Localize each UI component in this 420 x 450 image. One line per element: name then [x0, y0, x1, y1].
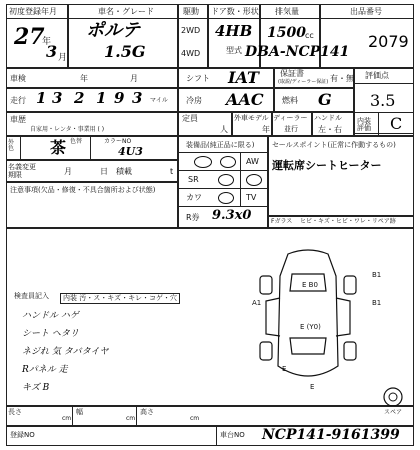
inspector-options: 内装 汚・ス・キズ・キレ・コゲ・穴: [60, 293, 180, 304]
damage-mark: E: [310, 383, 315, 391]
lot-value: 2079: [368, 32, 409, 51]
drive-4wd: 4WD: [181, 49, 201, 58]
inspection-label: 車検: [10, 74, 26, 83]
month-unit: 月: [58, 53, 68, 63]
displacement-unit: cc: [305, 31, 314, 40]
color-no-label: カラーNO: [104, 138, 132, 145]
mileage-unit: マイル: [150, 97, 168, 104]
displacement-label: 排気量: [275, 7, 299, 16]
drive-label: 駆動: [183, 7, 199, 16]
ac-value: AAC: [226, 90, 264, 109]
model-year-label: 外車モデル: [234, 114, 269, 122]
mileage-label: 走行: [10, 96, 26, 105]
equipment-label: 装備品(純正品に限る): [186, 141, 255, 149]
auction-sheet: 初度登録年月 車名・グレード 駆動 ドア数・形状 排気量 出品番号 27 年 3 月 ポルテ 1.5G 2WD 4WD 4HB 1500 cc 型式 DBA-NCP141 2079 車検 年 月 シフト IAT 保証書 (取説/ディーラー保証) 有・無 評価点 3.5 走行 1 3 2 1 9 3 マイル 冷房 AAC 燃料 G 車歴 自家用・レンタ・事業用 ( ) 定員 人 外車モデル 年 ディーラー 並行 ハンドル 左・右 内装評価 C 外色 茶 色替 カラーNO 4U3 名義変更期限 月 日 積載 t 装備品(純正品に限る) AW SR カワ TV R券 9.3x0 セールスポイント(正常に作動するもの) 運転席シートヒーター 注意事項(欠品・修復・不具合箇所および状態) Fガラス ヒビ・キズ・ヒビ・ワレ・リペア跡 検査員記入 内装 汚・ス・キズ・キレ・コゲ・穴 ハンドル ハゲ シート ヘタリ ネジれ 気 タバタイヤ Rパネル 走 キズ B E B0 E (Y0) E E B1 B1 A1 スペア 長さ cm 幅 cm 高さ cm 登録NO 車台NO NCP141-9161399: [0, 0, 420, 450]
exterior-color-label: 外色: [8, 139, 15, 152]
name-grade-label: 車名・グレード: [98, 7, 154, 16]
first-reg-label: 初度登録年月: [9, 7, 57, 16]
warranty-sub: (取説/ディーラー保証): [278, 79, 329, 85]
spare-tire-icon: [382, 386, 404, 408]
drive-2wd: 2WD: [181, 26, 201, 35]
spare-label: スペア: [384, 409, 403, 416]
equipment-circle: [194, 156, 212, 168]
reg-no-label: 登録NO: [10, 431, 35, 439]
equipment-circle: [218, 192, 234, 204]
damage-mark: E B0: [302, 281, 318, 289]
dealer-label: ディーラー: [273, 114, 308, 122]
score-label: 評価点: [365, 71, 389, 80]
fuel-value: G: [318, 90, 332, 109]
damage-mark: E: [282, 365, 287, 373]
car-name: ポルテ: [86, 20, 140, 41]
history-label: 車歴: [10, 115, 26, 124]
interior-value: C: [390, 114, 403, 133]
year-unit: 年: [42, 37, 52, 47]
model-value: DBA-NCP141: [245, 44, 350, 60]
displacement-value: 1500: [267, 25, 306, 41]
plate-label: 名義変更期限: [8, 163, 36, 179]
shift-label: シフト: [186, 74, 210, 83]
grade: 1.5G: [104, 42, 146, 61]
chassis-value: NCP141-9161399: [262, 427, 400, 443]
lot-label: 出品番号: [350, 7, 382, 16]
sales-point-label: セールスポイント(正常に作動するもの): [272, 141, 396, 149]
car-diagram: [248, 246, 368, 396]
equipment-circle: [220, 156, 236, 168]
damage-mark: E (Y0): [300, 323, 321, 331]
warranty-options: 有・無: [330, 74, 354, 83]
doors-value: 4HB: [215, 22, 253, 40]
score-value: 3.5: [370, 91, 396, 110]
capacity-label: 定員: [182, 114, 198, 123]
inspector-label: 検査員記入: [14, 292, 49, 300]
month-value: 3: [46, 42, 58, 61]
chassis-label: 車台NO: [220, 431, 245, 439]
history-options: 自家用・レンタ・事業用 ( ): [30, 126, 105, 133]
glass-label: Fガラス: [271, 218, 293, 225]
exterior-color-value: 茶: [50, 138, 67, 157]
handle-label: ハンドル: [314, 114, 342, 122]
equipment-circle: [218, 174, 234, 186]
ac-label: 冷房: [186, 96, 202, 105]
damage-mark: A1: [252, 299, 262, 307]
shift-value: IAT: [228, 68, 259, 87]
fuel-label: 燃料: [282, 96, 298, 105]
notes-label: 注意事項(欠品・修復・不具合箇所および状態): [10, 186, 156, 194]
damage-legend: ヒビ・キズ・ヒビ・ワレ・リペア跡: [300, 218, 396, 225]
year-value: 27: [14, 24, 45, 50]
color-no-value: 4U3: [118, 145, 143, 158]
interior-color-label: 色替: [70, 138, 83, 145]
damage-mark: B1: [372, 271, 382, 279]
warranty-label: 保証書: [280, 69, 304, 78]
recycle-value: 9.3x0: [212, 208, 252, 223]
equipment-circle: [246, 174, 262, 186]
mileage-digits: 1 3 2 1 9 3: [36, 89, 143, 107]
model-label: 型式: [226, 46, 242, 55]
interior-label: 内装評価: [357, 117, 371, 132]
sales-point-value: 運転席シートヒーター: [272, 159, 382, 172]
doors-label: ドア数・形状: [211, 7, 259, 16]
damage-mark: B1: [372, 299, 382, 307]
